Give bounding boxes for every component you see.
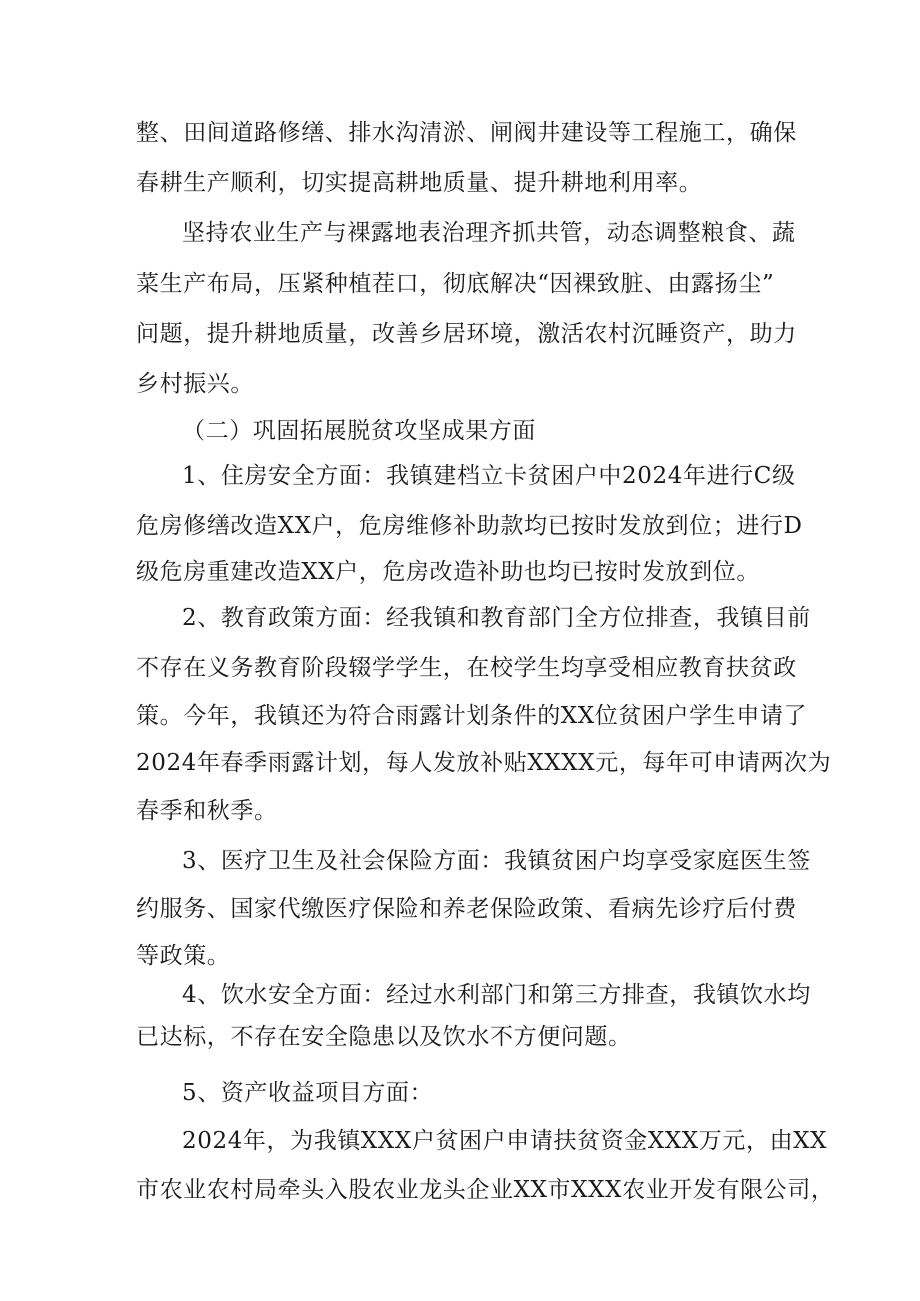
item-2-line-2: 不存在义务教育阶段辍学学生，在校学生均享受相应教育扶贫政 [136, 655, 797, 681]
section-heading: （二）巩固拓展脱贫攻坚成果方面 [182, 418, 536, 444]
item-1-line-1: 1、住房安全方面：我镇建档立卡贫困户中2024年进行C级 [182, 463, 796, 489]
paragraph-2-line-2: 菜生产布局，压紧种植茬口，彻底解决“因裸致脏、由露扬尘” [136, 271, 775, 297]
item-3-line-2: 约服务、国家代缴医疗保险和养老保险政策、看病先诊疗后付费 [136, 896, 797, 922]
item-2-line-1: 2、教育政策方面：经我镇和教育部门全方位排查，我镇目前 [182, 605, 811, 631]
paragraph-2-line-3: 问题，提升耕地质量，改善乡居环境，激活农村沉睡资产，助力 [136, 321, 797, 347]
item-5-line-1: 5、资产收益项目方面： [182, 1080, 434, 1106]
paragraph-2-line-1: 坚持农业生产与裸露地表治理齐抓共管，动态调整粮食、蔬 [182, 220, 796, 246]
item-4-line-1: 4、饮水安全方面：经过水利部门和第三方排查，我镇饮水均 [182, 982, 811, 1008]
item-3-line-3: 等政策。 [136, 943, 231, 969]
item-1-line-2: 危房修缮改造XX户，危房维修补助款均已按时发放到位；进行D [136, 513, 803, 539]
item-1-line-3: 级危房重建改造XX户，危房改造补助也均已按时发放到位。 [136, 559, 760, 585]
paragraph-2-line-4: 乡村振兴。 [136, 371, 254, 397]
final-paragraph-line-2: 市农业农村局牵头入股农业龙头企业XX市XXX农业开发有限公司， [136, 1177, 835, 1203]
paragraph-1-line-1: 整、田间道路修缮、排水沟清淤、闸阀井建设等工程施工，确保 [136, 120, 797, 146]
final-paragraph-line-1: 2024年，为我镇XXX户贫困户申请扶贫资金XXX万元，由XX [182, 1128, 828, 1154]
paragraph-1-line-2: 春耕生产顺利，切实提高耕地质量、提升耕地利用率。 [136, 170, 703, 196]
item-3-line-1: 3、医疗卫生及社会保险方面：我镇贫困户均享受家庭医生签 [182, 848, 811, 874]
item-4-line-2: 已达标，不存在安全隐患以及饮水不方便问题。 [136, 1024, 632, 1050]
item-2-line-5: 春季和秋季。 [136, 798, 278, 824]
item-2-line-4: 2024年春季雨露计划，每人发放补贴XXXX元，每年可申请两次为 [136, 750, 832, 776]
item-2-line-3: 策。今年，我镇还为符合雨露计划条件的XX位贫困户学生申请了 [136, 703, 808, 729]
